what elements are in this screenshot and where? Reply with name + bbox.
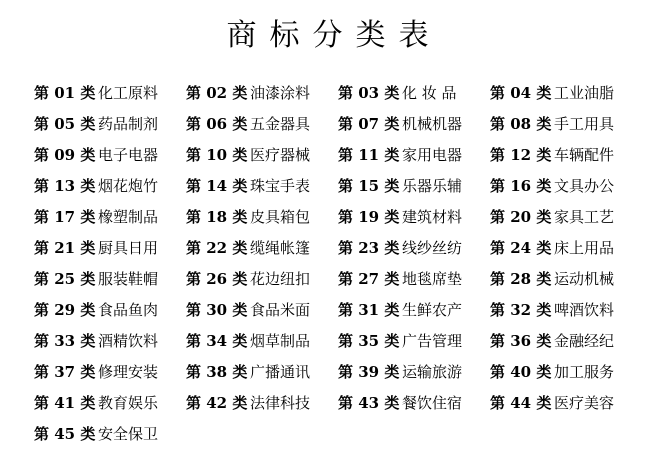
class-item [34,171,186,202]
class-name: 啤酒饮料 [554,301,615,319]
class-number: 第 21 类 [34,239,96,257]
class-name: 手工用具 [554,115,615,133]
class-name: 橡塑制品 [98,208,159,226]
class-name: 法律科技 [250,394,311,412]
class-name: 医疗器械 [250,146,311,164]
class-name: 食品鱼肉 [98,301,159,319]
class-number: 第 22 类 [186,239,248,257]
class-item [186,140,338,171]
class-number: 第 33 类 [34,332,96,350]
class-name: 线纱丝纺 [402,239,463,257]
class-number: 第 38 类 [186,363,248,381]
class-number: 第 30 类 [186,301,248,319]
class-number: 第 28 类 [490,270,552,288]
class-number: 第 13 类 [34,177,96,195]
class-number: 第 43 类 [338,394,400,412]
class-number: 第 26 类 [186,270,248,288]
class-item [338,388,490,419]
class-number: 第 01 类 [34,84,96,102]
class-number: 第 11 类 [338,146,400,164]
class-item [490,264,642,295]
class-name: 医疗美容 [554,394,615,412]
class-grid [34,78,654,450]
class-number: 第 05 类 [34,115,96,133]
class-item [186,264,338,295]
class-item [490,388,642,419]
class-name: 家用电器 [402,146,463,164]
class-name: 运输旅游 [402,363,463,381]
class-number: 第 40 类 [490,363,552,381]
class-item [186,233,338,264]
class-name: 服装鞋帽 [98,270,159,288]
class-item [186,202,338,233]
class-number: 第 37 类 [34,363,96,381]
class-number: 第 35 类 [338,332,400,350]
class-item [34,202,186,233]
class-name: 厨具日用 [98,239,159,257]
class-number: 第 41 类 [34,394,96,412]
class-item [338,326,490,357]
class-name: 药品制剂 [98,115,159,133]
class-name: 食品米面 [250,301,311,319]
class-name: 教育娱乐 [98,394,159,412]
class-number: 第 24 类 [490,239,552,257]
class-number: 第 23 类 [338,239,400,257]
class-item [338,202,490,233]
class-number: 第 07 类 [338,115,400,133]
class-number: 第 03 类 [338,84,400,102]
class-name: 广告管理 [402,332,463,350]
class-item [34,326,186,357]
class-number: 第 16 类 [490,177,552,195]
class-name: 加工服务 [554,363,615,381]
class-name: 金融经纪 [554,332,615,350]
class-name: 五金器具 [250,115,311,133]
class-number: 第 39 类 [338,363,400,381]
class-item [186,357,338,388]
class-name: 家具工艺 [554,208,615,226]
class-item [338,140,490,171]
class-item [186,388,338,419]
class-name: 烟草制品 [250,332,311,350]
class-name: 修理安装 [98,363,159,381]
class-name: 珠宝手表 [250,177,311,195]
page-title: 商标分类表 [226,18,442,53]
class-name: 烟花炮竹 [98,177,159,195]
class-number: 第 36 类 [490,332,552,350]
class-item [34,388,186,419]
class-number: 第 34 类 [186,332,248,350]
class-name: 油漆涂料 [250,84,311,102]
class-name: 工业油脂 [554,84,615,102]
class-name: 文具办公 [554,177,615,195]
class-item [34,233,186,264]
class-item [338,357,490,388]
class-name: 乐器乐辅 [402,177,463,195]
class-name: 广播通讯 [250,363,311,381]
class-number: 第 19 类 [338,208,400,226]
class-number: 第 25 类 [34,270,96,288]
class-item [490,109,642,140]
class-number: 第 14 类 [186,177,248,195]
class-number: 第 32 类 [490,301,552,319]
class-item [186,326,338,357]
class-number: 第 18 类 [186,208,248,226]
class-name: 电子电器 [98,146,159,164]
class-number: 第 29 类 [34,301,96,319]
class-number: 第 15 类 [338,177,400,195]
class-name: 安全保卫 [98,425,159,443]
class-name: 地毯席垫 [402,270,463,288]
class-name: 餐饮住宿 [402,394,463,412]
class-item [490,78,642,109]
class-number: 第 20 类 [490,208,552,226]
class-item [338,233,490,264]
class-name: 化工原料 [98,84,159,102]
class-name: 缆绳帐篷 [250,239,311,257]
class-item [34,78,186,109]
class-number: 第 45 类 [34,425,96,443]
class-item [34,419,186,450]
class-item [490,326,642,357]
class-name: 建筑材料 [402,208,463,226]
class-name: 花边纽扣 [250,270,311,288]
class-number: 第 31 类 [338,301,400,319]
class-number: 第 02 类 [186,84,248,102]
class-name: 机械机器 [402,115,463,133]
class-item [186,171,338,202]
class-item [338,78,490,109]
class-item [34,357,186,388]
class-name: 皮具箱包 [250,208,311,226]
class-item [338,295,490,326]
class-item [186,295,338,326]
class-item [490,357,642,388]
class-item [338,109,490,140]
class-number: 第 06 类 [186,115,248,133]
class-item [34,295,186,326]
class-item [34,109,186,140]
class-item [338,264,490,295]
class-number: 第 17 类 [34,208,96,226]
class-number: 第 44 类 [490,394,552,412]
class-name: 生鲜农产 [402,301,463,319]
class-name: 车辆配件 [554,146,615,164]
class-number: 第 42 类 [186,394,248,412]
class-number: 第 04 类 [490,84,552,102]
class-item [490,233,642,264]
class-item [338,171,490,202]
class-item [490,295,642,326]
class-name: 运动机械 [554,270,615,288]
class-name: 化 妆 品 [402,84,457,102]
class-number: 第 27 类 [338,270,400,288]
class-item [186,78,338,109]
class-item [34,140,186,171]
class-number: 第 12 类 [490,146,552,164]
class-number: 第 09 类 [34,146,96,164]
class-item [186,109,338,140]
class-item [490,140,642,171]
class-name: 床上用品 [554,239,615,257]
class-item [490,171,642,202]
class-number: 第 08 类 [490,115,552,133]
class-item [490,202,642,233]
class-name: 酒精饮料 [98,332,159,350]
class-number: 第 10 类 [186,146,248,164]
class-item [34,264,186,295]
